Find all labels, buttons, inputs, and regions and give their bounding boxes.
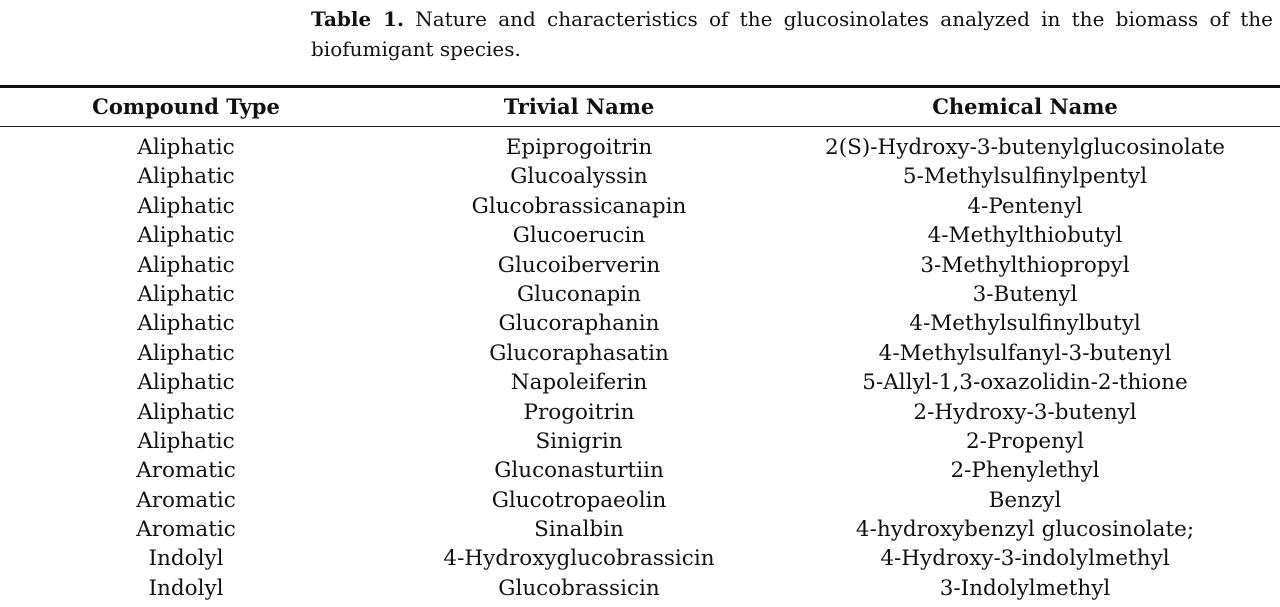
cell-compound-type: Aliphatic (137, 311, 235, 337)
cell-trivial-name: Glucoraphasatin (489, 340, 669, 366)
cell-trivial-name: Glucobrassicin (498, 575, 660, 601)
caption-text: Nature and characteristics of the glucosinolates analyzed in the biomass of the biofumigant species. (311, 7, 1273, 61)
cell-compound-type: Aliphatic (137, 399, 235, 425)
table-row (0, 456, 1280, 485)
caption-label: Table 1. (311, 7, 404, 31)
cell-trivial-name: Epiprogoitrin (505, 135, 653, 160)
cell-trivial-name: Gluconapin (516, 281, 642, 307)
cell-chemical-name: 3-Methylthiopropyl (920, 252, 1130, 278)
cell-chemical-name: Benzyl (988, 487, 1062, 513)
table-row (0, 309, 1280, 338)
table-header-row (0, 89, 1280, 125)
table-top-rule (0, 85, 1280, 88)
cell-trivial-name: Glucoiberverin (497, 252, 661, 278)
table-row (0, 398, 1280, 427)
cell-compound-type: Aromatic (136, 487, 236, 513)
table-row (0, 544, 1280, 573)
table-caption (311, 4, 1273, 64)
cell-trivial-name: Sinigrin (535, 428, 623, 454)
cell-chemical-name: 2-Propenyl (966, 428, 1084, 454)
cell-compound-type: Aliphatic (137, 252, 235, 278)
cell-trivial-name: Glucoerucin (512, 223, 646, 249)
cell-chemical-name: 4-Methylthiobutyl (927, 223, 1123, 249)
cell-compound-type: Aliphatic (137, 135, 235, 160)
cell-trivial-name: 4-Hydroxyglucobrassicin (443, 546, 715, 572)
header-compound-type: Compound Type (92, 94, 280, 119)
table-row (0, 133, 1280, 162)
cell-chemical-name: 4-Pentenyl (967, 193, 1083, 219)
cell-chemical-name: 5-Methylsulfinylpentyl (902, 164, 1148, 190)
table-row (0, 251, 1280, 280)
cell-compound-type: Indolyl (148, 575, 224, 601)
cell-compound-type: Aliphatic (137, 370, 235, 396)
table-row (0, 368, 1280, 397)
cell-trivial-name: Gluconasturtiin (494, 458, 664, 484)
table-row (0, 427, 1280, 456)
cell-trivial-name: Progoitrin (523, 399, 635, 425)
cell-chemical-name: 5-Allyl-1,3-oxazolidin-2-thione (862, 370, 1188, 396)
cell-chemical-name: 2(S)-Hydroxy-3-butenylglucosinolate (825, 135, 1225, 160)
cell-compound-type: Aromatic (136, 517, 236, 543)
header-chemical-name: Chemical Name (932, 94, 1118, 119)
cell-chemical-name: 4-Hydroxy-3-indolylmethyl (880, 546, 1170, 572)
cell-compound-type: Aliphatic (137, 428, 235, 454)
cell-trivial-name: Glucobrassicanapin (471, 193, 687, 219)
cell-compound-type: Aliphatic (137, 281, 235, 307)
cell-compound-type: Aliphatic (137, 193, 235, 219)
cell-trivial-name: Glucoalyssin (510, 164, 648, 190)
cell-compound-type: Aromatic (136, 458, 236, 484)
cell-trivial-name: Sinalbin (534, 517, 624, 543)
cell-chemical-name: 4-Methylsulfinylbutyl (909, 311, 1141, 337)
cell-chemical-name: 3-Indolylmethyl (939, 575, 1111, 601)
table-row (0, 339, 1280, 368)
cell-compound-type: Aliphatic (137, 164, 235, 190)
table-row (0, 221, 1280, 250)
cell-chemical-name: 4-Methylsulfanyl-3-butenyl (878, 340, 1172, 366)
table-row (0, 515, 1280, 544)
cell-chemical-name: 2-Phenylethyl (950, 458, 1100, 484)
cell-compound-type: Indolyl (148, 546, 224, 572)
cell-compound-type: Aliphatic (137, 340, 235, 366)
table-row (0, 192, 1280, 221)
table-row (0, 486, 1280, 515)
header-trivial-name: Trivial Name (503, 94, 655, 119)
table-row (0, 162, 1280, 191)
cell-compound-type: Aliphatic (137, 223, 235, 249)
cell-trivial-name: Glucoraphanin (498, 311, 660, 337)
table-header-rule (0, 126, 1280, 127)
cell-trivial-name: Glucotropaeolin (491, 487, 667, 513)
cell-trivial-name: Napoleiferin (510, 370, 648, 396)
cell-chemical-name: 3-Butenyl (972, 281, 1078, 307)
table-row (0, 574, 1280, 603)
cell-chemical-name: 2-Hydroxy-3-butenyl (913, 399, 1137, 425)
cell-chemical-name: 4-hydroxybenzyl glucosinolate; (855, 517, 1195, 543)
table-body (0, 133, 1280, 603)
table-row (0, 280, 1280, 309)
